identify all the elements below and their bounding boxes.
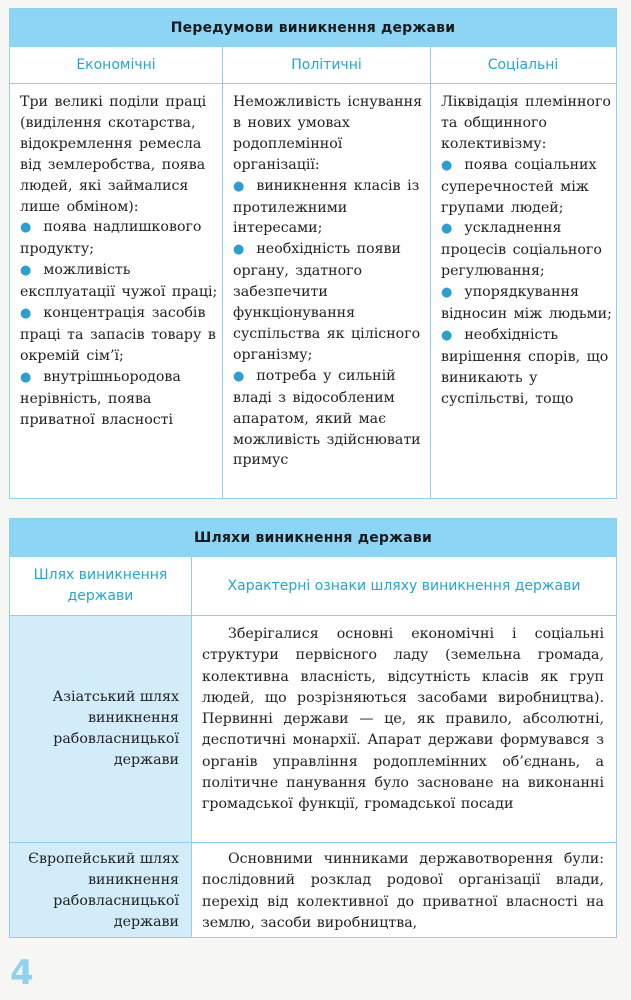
list-item — [20, 217, 222, 260]
bullet-text: необхідність появи органу, здатного забезпечити функціонування суспільства як цілісного організму; — [233, 241, 421, 363]
list-item — [233, 366, 430, 472]
column-header-path: Шлях виникнення держави — [10, 557, 192, 615]
bullet-text: поява соціальних суперечностей між групами людей; — [441, 156, 597, 216]
bullet-text: ускладнення процесів соціального регулювання; — [441, 220, 602, 280]
list-item — [441, 282, 615, 325]
bullet-text: необхідність вирішення спорів, що виникають у суспільстві, тощо — [441, 326, 609, 407]
column-header-economic: Економічні — [10, 47, 223, 83]
list-item — [233, 239, 430, 365]
bullet-icon: ● — [20, 263, 32, 279]
bullet-text: потреба у сильній владі з відособленим апаратом, який має можливість здійснювати примус — [233, 367, 421, 469]
bullet-icon: ● — [441, 157, 453, 173]
bullet-text: внутрішньородова нерівність, поява приватної власності — [20, 368, 181, 428]
bullet-icon: ● — [233, 178, 245, 194]
column-header-features: Характерні ознаки шляху виникнення держави — [227, 577, 581, 594]
cell-intro: Три великі поділи праці (виділення скотарства, відокремлення ремесла від землеробства, поява людей, які займалися лише обміном): — [20, 94, 207, 215]
political-cell — [223, 84, 431, 498]
list-item — [20, 260, 222, 303]
bullet-icon: ● — [441, 285, 453, 301]
bullet-icon: ● — [233, 368, 245, 384]
bullet-icon: ● — [233, 242, 245, 258]
column-headers — [10, 557, 616, 616]
bullet-icon: ● — [441, 327, 453, 343]
page-number: 4 — [10, 953, 34, 993]
path-cell: Азіатський шлях виникнення рабовласницької держави — [10, 616, 192, 842]
list-item — [441, 325, 615, 410]
bullet-text: поява надлишкового продукту; — [20, 219, 202, 258]
features-cell: Основними чинниками державотворення були: послідовний розклад родової організації влади, перехід від колективної до приватної власності на землю, засоби виробництва, — [202, 851, 604, 931]
bullet-icon: ● — [20, 369, 32, 385]
list-item — [441, 218, 615, 282]
bullet-icon: ● — [20, 306, 32, 322]
features-cell: Зберігалися основні економічні і соціальні структури первісного ладу (земельна громада, колективна власність, відсутність класів як груп людей, що розрізняються засобами виробництва). Первинні держави — це, як правило, абсолютні, деспотичні монархії. Апарат держави формувався з органів управління родоплемінних об’єднань, а політичне панування було засноване на виконанні громадської функції, громадської посади — [202, 626, 604, 813]
table-row — [10, 843, 616, 937]
table-title: Передумови виникнення держави — [10, 9, 616, 47]
list-item — [233, 176, 430, 240]
list-item — [20, 303, 222, 367]
prerequisites-table — [9, 8, 617, 499]
column-headers — [10, 47, 616, 84]
column-header-social: Соціальні — [487, 57, 559, 73]
list-item — [20, 367, 222, 431]
path-cell: Європейський шлях виникнення рабовласницької держави — [10, 843, 192, 937]
bullet-icon: ● — [20, 220, 32, 236]
bullet-text: виникнення класів із протилежними інтересами; — [233, 177, 420, 237]
column-header-political: Політичні — [223, 47, 431, 83]
table-row — [10, 84, 616, 498]
cell-intro: Неможливість існування в нових умовах родоплемінної організації: — [233, 94, 423, 173]
bullet-text: упорядкування відносин між людьми; — [441, 284, 612, 323]
bullet-text: концентрація засобів праці та запасів товару в окремій сім’ї; — [20, 305, 216, 364]
cell-intro: Ліквідація племінного та общинного колективізму: — [441, 94, 611, 152]
table-row — [10, 616, 616, 843]
bullet-text: можливість експлуатації чужої праці; — [20, 262, 218, 301]
social-cell — [431, 84, 615, 498]
list-item — [441, 155, 615, 219]
bullet-icon: ● — [441, 221, 453, 237]
paths-table — [9, 518, 617, 938]
economic-cell — [10, 84, 223, 498]
table-title: Шляхи виникнення держави — [10, 519, 616, 557]
